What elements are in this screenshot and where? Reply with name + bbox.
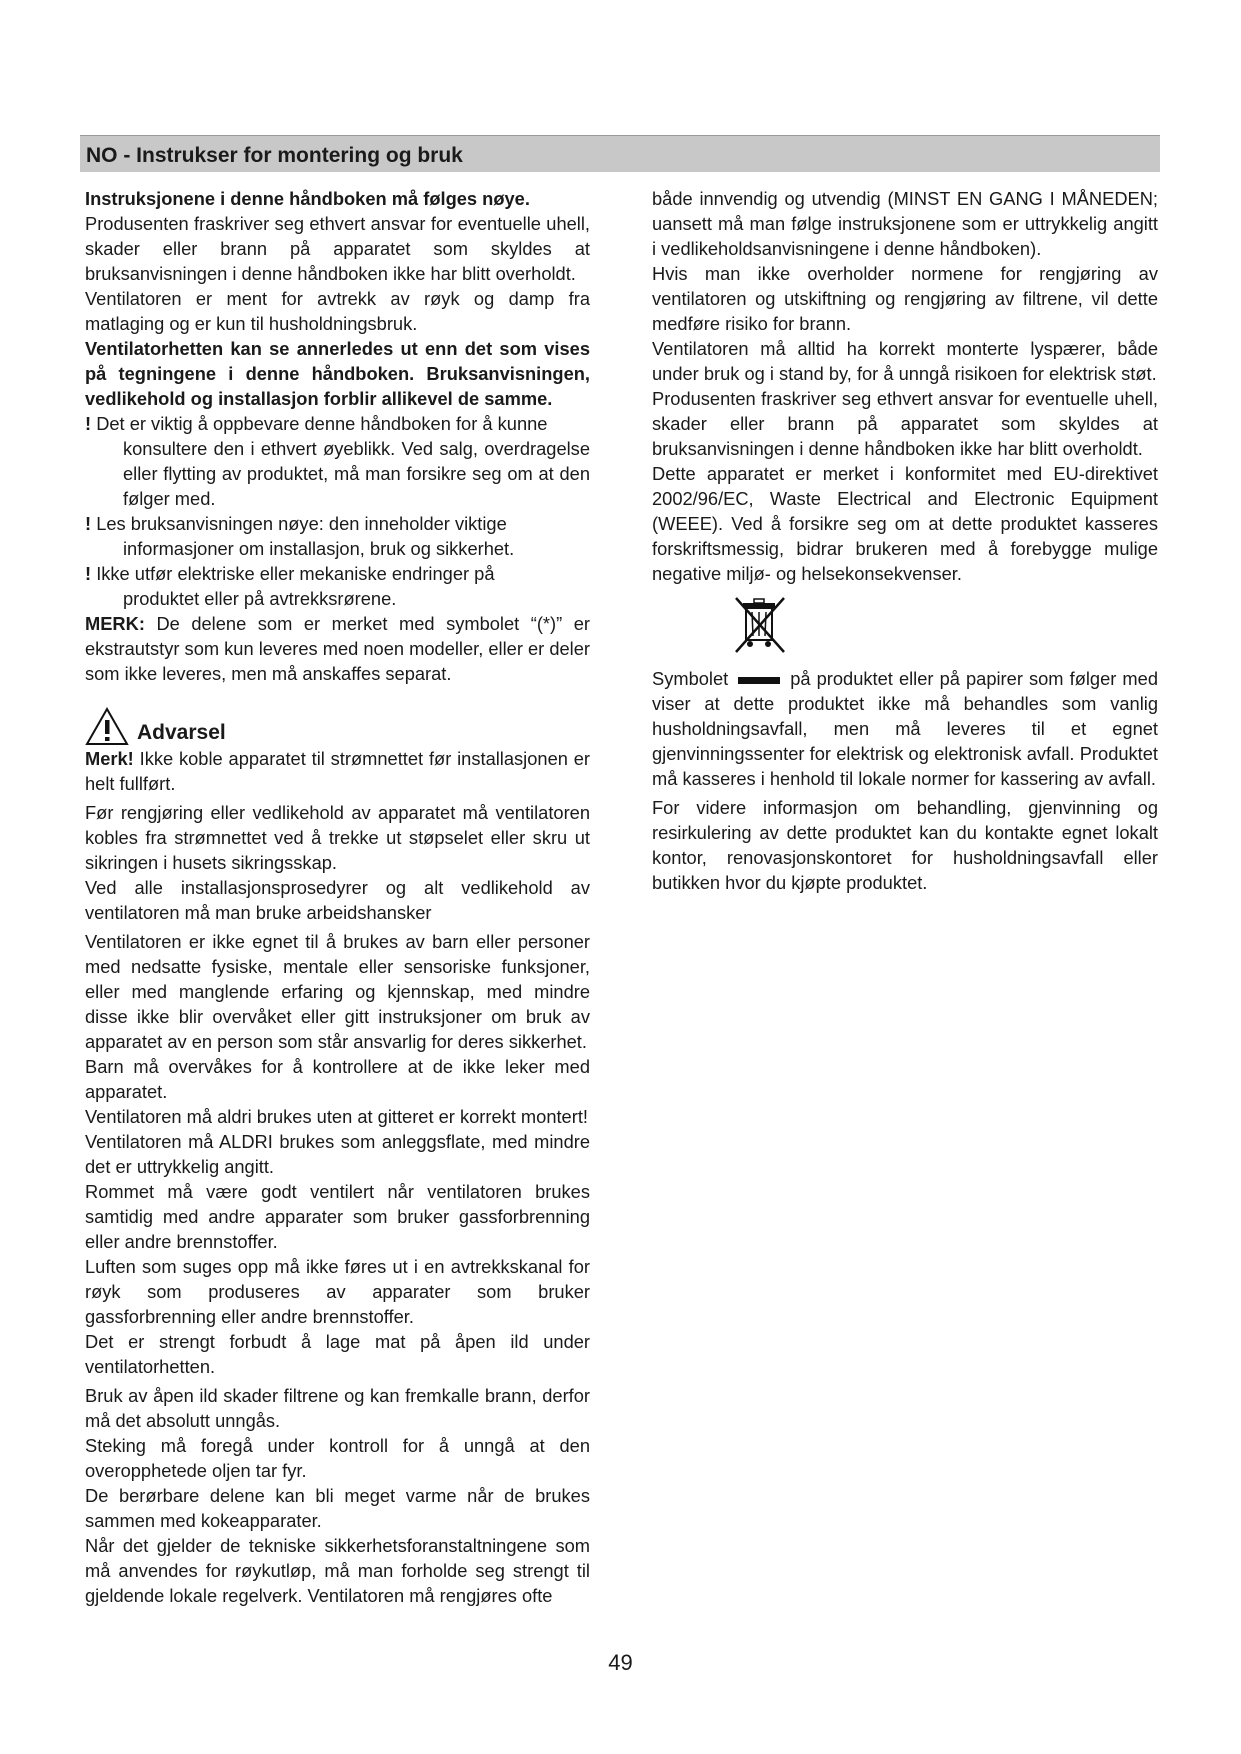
section-title: NO - Instrukser for montering og bruk: [86, 144, 463, 167]
warning-paragraph: Steking må foregå under kontroll for å unngå at den overopphetede oljen tar fyr.: [85, 1435, 590, 1481]
merk-label: MERK:: [85, 613, 145, 634]
merk-note: [85, 611, 590, 686]
exclamation-icon: !: [85, 563, 92, 584]
warning-paragraph: Ved alle installasjonsprosedyrer og alt vedlikehold av ventilatoren må man bruke arbeidshansker: [85, 877, 590, 923]
note-text: Ikke utfør elektriske eller mekaniske endringer på: [96, 563, 495, 584]
left-column: [85, 186, 590, 1608]
symbol-text: på produktet eller på papirer som følger med viser at dette produktet ikke må behandles som vanlig husholdningsavfall, men må leveres til et egnet gjenvinningssenter for elektrisk og elektronisk avfall. Produktet må kasseres i henhold til lokale normer for kassering av avfall.: [652, 668, 1158, 789]
warning-paragraph: Når det gjelder de tekniske sikkerhetsforanstaltningene som må anvendes for røykutløp, må man forholde seg strengt til gjeldende lokale regelverk. Ventilatoren må rengjøres ofte: [85, 1535, 590, 1606]
merk-note: [85, 746, 590, 796]
paragraph: For videre informasjon om behandling, gjenvinning og resirkulering av dette produktet kan du kontakte egnet lokalt kontor, renovasjonskontoret for husholdningsavfall eller butikken hvor du kjøpte produktet.: [652, 797, 1158, 893]
bold-notice: Ventilatorhetten kan se annerledes ut enn det som vises på tegningene i denne håndboken. Bruksanvisningen, vedlikehold og installasjon forblir allikevel de samme.: [85, 338, 590, 409]
important-note: [85, 561, 590, 611]
note-text: Les bruksanvisningen nøye: den inneholder viktige: [96, 513, 507, 534]
important-note: [85, 411, 590, 511]
note-text: Det er viktig å oppbevare denne håndboken for å kunne: [96, 413, 548, 434]
note-text-cont: konsultere den i ethvert øyeblikk. Ved salg, overdragelse eller flytting av produktet, må man forsikre seg om at den følger med.: [123, 438, 590, 509]
warning-title: Advarsel: [137, 721, 226, 744]
symbol-paragraph: [652, 666, 1158, 791]
paragraph: Produsenten fraskriver seg ethvert ansvar for eventuelle uhell, skader eller brann på apparatet som skyldes at bruksanvisningen i denne håndboken ikke har blitt overholdt.: [85, 213, 590, 284]
black-bar-symbol-icon: [738, 677, 780, 684]
merk-label: Merk!: [85, 748, 134, 769]
symbol-label: Symbolet: [652, 668, 729, 689]
paragraph: Hvis man ikke overholder normene for rengjøring av ventilatoren og utskiftning og rengjøring av filtrene, vil dette medføre risiko for brann.: [652, 263, 1158, 334]
warning-paragraph: Det er strengt forbudt å lage mat på åpen ild under ventilatorhetten.: [85, 1331, 590, 1377]
warning-paragraph: Ventilatoren må aldri brukes uten at gitteret er korrekt montert!: [85, 1106, 588, 1127]
merk-text: De delene som er merket med symbolet “(*)” er ekstrautstyr som kun leveres med noen modeller, eller er deler som ikke leveres, men må anskaffes separat.: [85, 613, 590, 684]
warning-triangle-icon: [85, 706, 129, 746]
warning-paragraph: Ventilatoren er ikke egnet til å brukes av barn eller personer med nedsatte fysiske, mentale eller sensoriske funksjoner, eller med manglende erfaring og kjennskap, med mindre disse ikke blir overvåket eller gitt instruksjoner om bruk av apparatet av en person som står ansvarlig for deres sikkerhet.: [85, 931, 590, 1052]
crossed-out-wheelie-bin-icon: [732, 594, 788, 660]
paragraph: Dette apparatet er merket i konformitet med EU-direktivet 2002/96/EC, Waste Electrical and Electronic Equipment (WEEE). Ved å forsikre seg om at dette produktet kasseres forskriftsmessig, bidrar brukeren med å forebygge mulige negative miljø- og helsekonsekvenser.: [652, 463, 1158, 584]
intro-heading: Instruksjonene i denne håndboken må følges nøye.: [85, 188, 530, 209]
section-title-bar: [80, 135, 1160, 172]
right-column: [652, 186, 1158, 895]
warning-paragraph: Før rengjøring eller vedlikehold av apparatet må ventilatoren kobles fra strømnettet ved å trekke ut støpselet eller skru ut sikringen i husets sikringsskap.: [85, 802, 590, 873]
paragraph: Ventilatoren er ment for avtrekk av røyk og damp fra matlaging og er kun til husholdningsbruk.: [85, 288, 590, 334]
merk-text: Ikke koble apparatet til strømnettet før installasjonen er helt fullført.: [85, 748, 590, 794]
page-number: 49: [608, 1650, 633, 1675]
paragraph: Produsenten fraskriver seg ethvert ansvar for eventuelle uhell, skader eller brann på apparatet som skyldes at bruksanvisningen i denne håndboken ikke har blitt overholdt.: [652, 388, 1158, 459]
note-text-cont: produktet eller på avtrekksrørene.: [123, 588, 397, 609]
note-text-cont: informasjoner om installasjon, bruk og sikkerhet.: [123, 538, 515, 559]
warning-paragraph: Ventilatoren må ALDRI brukes som anleggsflate, med mindre det er uttrykkelig angitt.: [85, 1131, 590, 1177]
warning-paragraph: Luften som suges opp må ikke føres ut i en avtrekkskanal for røyk som produseres av apparater som bruker gassforbrenning eller andre brennstoffer.: [85, 1256, 590, 1327]
paragraph: Ventilatoren må alltid ha korrekt monterte lyspærer, både under bruk og i stand by, for å unngå risikoen for elektrisk støt.: [652, 338, 1158, 384]
warning-paragraph: Barn må overvåkes for å kontrollere at de ikke leker med apparatet.: [85, 1056, 590, 1102]
exclamation-icon: !: [85, 513, 92, 534]
important-note: [85, 511, 590, 561]
paragraph: både innvendig og utvendig (MINST EN GANG I MÅNEDEN; uansett må man følge instruksjonene som er uttrykkelig angitt i vedlikeholdsanvisningene i denne håndboken).: [652, 188, 1158, 259]
warning-heading: [85, 700, 590, 746]
warning-paragraph: De berørbare delene kan bli meget varme når de brukes sammen med kokeapparater.: [85, 1485, 590, 1531]
warning-paragraph: Rommet må være godt ventilert når ventilatoren brukes samtidig med andre apparater som bruker gassforbrenning eller andre brennstoffer.: [85, 1181, 590, 1252]
warning-paragraph: Bruk av åpen ild skader filtrene og kan fremkalle brann, derfor må det absolutt unngås.: [85, 1385, 590, 1431]
exclamation-icon: !: [85, 413, 92, 434]
